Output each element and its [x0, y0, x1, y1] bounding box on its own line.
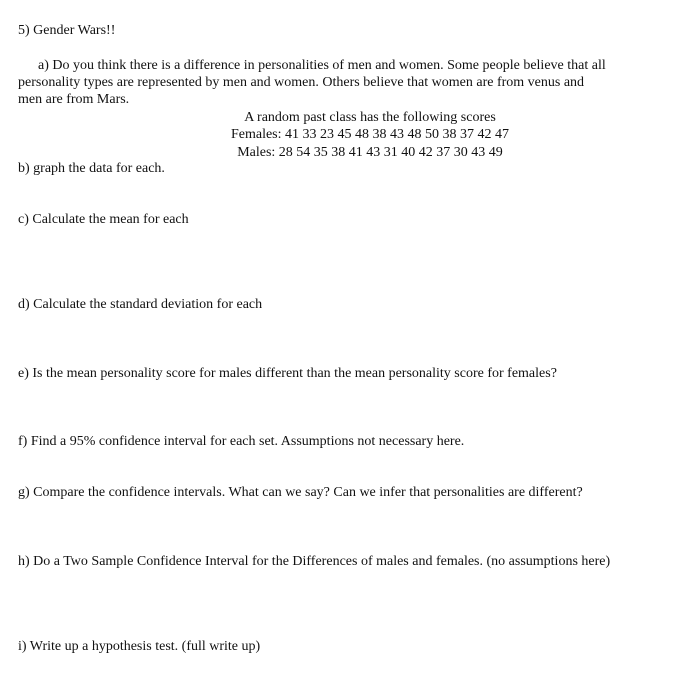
part-h: h) Do a Two Sample Confidence Interval for the Differences of males and females. (no assumptions here) — [18, 554, 611, 569]
males-scores: Males: 28 54 35 38 41 43 31 40 42 37 30 43 49 — [237, 145, 503, 160]
part-a-line-2: personality types are represented by men and women. Others believe that women are from venus and — [18, 75, 585, 90]
data-intro: A random past class has the following scores — [244, 110, 496, 125]
part-a-line-1: a) Do you think there is a difference in personalities of men and women. Some people believe that all — [38, 58, 606, 73]
part-c: c) Calculate the mean for each — [18, 212, 189, 227]
part-a-line-3: men are from Mars. — [18, 92, 130, 107]
part-g: g) Compare the confidence intervals. What can we say? Can we infer that personalities are different? — [18, 485, 583, 500]
part-b: b) graph the data for each. — [18, 161, 165, 176]
part-e: e) Is the mean personality score for males different than the mean personality score for females? — [18, 366, 557, 381]
part-d: d) Calculate the standard deviation for each — [18, 297, 263, 312]
part-i: i) Write up a hypothesis test. (full write up) — [18, 639, 261, 654]
part-f: f) Find a 95% confidence interval for each set. Assumptions not necessary here. — [18, 434, 465, 449]
females-scores: Females: 41 33 23 45 48 38 43 48 50 38 37 42 47 — [230, 127, 510, 142]
problem-title: 5) Gender Wars!! — [18, 23, 116, 38]
